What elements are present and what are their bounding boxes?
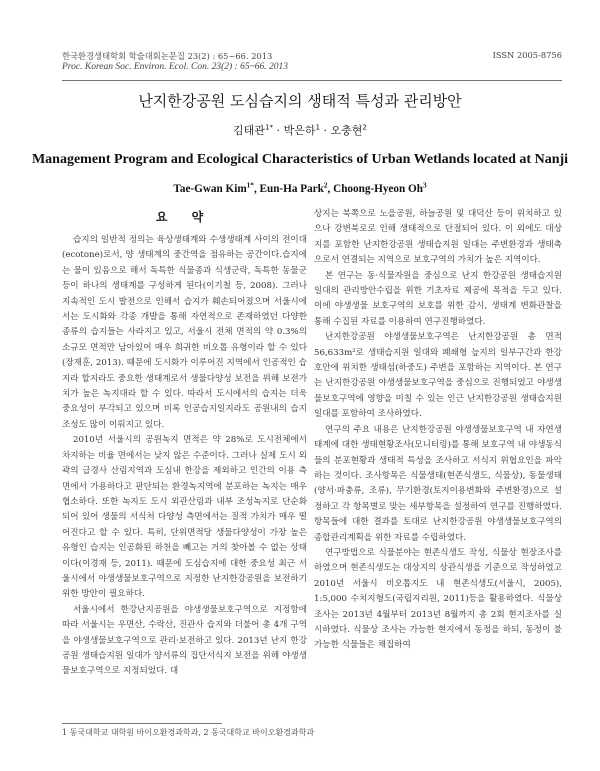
body-paragraph: 연구방법으로 식물분야는 현존식생도 작성, 식물상 현장조사를 하였으며 현존식생도는 대상지의 상관식생을 기준으로 작성하였고 2010년 서울시 비오톱지도 내 현존식생도(서울시, 2005), 1:5,000 수치지형도(국립지리원, 2011)등을 활용하였다. 식물상 조사는 2013년 4월부터 2013년 8월까지 총 2회 현지조사를 실시하였다. 식물상 조사는 가능한 현지에서 동정을 하되, 동정이 불가능한 식물들은 채집하여	[314, 547, 562, 651]
author-name: 오충현	[330, 124, 363, 137]
authors-korean: 김태관$^{1*}$ · 박은하$^1$ · 오충현$^2$	[233, 122, 367, 137]
right-column	[314, 207, 562, 654]
author-affiliation-mark: 1	[315, 122, 320, 132]
affiliation-footnote: 1 동국대학교 대학원 바이오환경과학과, 2 동국대학교 바이오환경과학과	[62, 728, 315, 737]
author-affiliation-mark: 1*	[264, 122, 274, 132]
author-affiliation-mark: 1*	[246, 181, 254, 190]
footnote-rule	[62, 723, 222, 724]
body-paragraph: 연구의 주요 내용은 난지한강공원 야생생물보호구역 내 자연생태계에 대한 생태현황조사(모니터링)를 통해 보호구역 내 야생동식물의 분포현황과 생태적 특성을 조사하고 서식지 위협요인을 파악하는 것이다. 조사항목은 식물생태(현존식생도, 식물상), 동물생태(양서·파충류, 조류), 무기환경(토지이용변화와 주변환경)으로 설정하고 각 항목별로 맞는 세부항목을 설정하여 연구를 진행하였다. 항목들에 대한 결과를 토대로 난지한강공원 야생생물보호구역의 종합관리계획을 위한 자료를 수립하였다.	[314, 424, 562, 543]
author-affiliation-mark: 2	[362, 122, 367, 132]
abstract-heading: 요 약	[155, 210, 214, 224]
left-column	[62, 233, 307, 680]
author-name: Tae-Gwan Kim	[173, 183, 247, 195]
author-name: Choong-Hyeon Oh	[333, 183, 423, 195]
journal-header-english: Proc. Korean Soc. Environ. Ecol. Con. 23(2) : 65~66. 2013	[62, 62, 288, 72]
title-korean: 난지한강공원 도심습지의 생태적 특성과 관리방안	[138, 92, 462, 110]
author-affiliation-mark: 3	[422, 181, 427, 190]
header-rule	[62, 80, 562, 81]
body-paragraph: 난지한강공원 야생생물보호구역은 난지한강공원 총 면적 56,633m²로 생태습지원 일대와 폐쇄형 늪지의 일부구간과 한강 호안에 위치한 생태섬(하중도) 주변을 포함하는 지역이다. 본 연구는 난지한강공원 야생생물보호구역을 중심으로 진행되었고 야생생물보호구역에 영향을 미칠 수 있는 인근 난지한강공원 생태습지원 일대를 포함하여 조사하였다.	[314, 332, 562, 420]
issn: ISSN 2005-8756	[492, 50, 562, 60]
body-paragraph: 서울시에서 한강난지공원을 야생생물보호구역으로 지정함에 따라 서울시는 우면산, 수락산, 진관사 습지와 더불어 총 4개 구역을 야생생물보호구역으로 관리·보전하고 있다. 2013년 난지 한강공원 생태습지원 일대가 양서류의 집단서식지 보전을 위해 야생생물보호구역으로 지정되었다. 대	[62, 604, 307, 677]
author-affiliation-mark: 2	[323, 181, 328, 190]
body-paragraph: 습지의 일반적 정의는 육상생태계와 수생생태계 사이의 전이대(ecotone)로서, 양 생태계의 중간역을 점유하는 공간이다.습지에는 물이 있음으로 해서 독특한 식물종과 식생군락, 독특한 동물군 등이 하나의 생태계를 구성하게 된다(이기철 등, 2008). 그러나 지속적인 도시 발전으로 인해서 습지가 훼손되어졌으며 서울시에서는 도시화와 각종 개발을 통해 자연적으로 존재하였던 다양한 종류의 습지들는 사라지고 있고, 서울시 전체 면적의 약 0.3%의 소규모 면적만 남아있어 매우 희귀한 비오톱 유형이라 할 수 있다(장재훈, 2013). 때문에 도시화가 이루어진 지역에서 인공적인 습지라 할지라도 중요한 생태계로서 생물다양성 보전을 위해 보전가치가 높은 녹지대라 할 수 있다. 따라서 도시에서의 습지는 더욱 중요성이 부각되고 있으며 비록 인공습지일지라도 공원내의 습지조성도 많이 이뤄지고 있다.	[62, 235, 307, 430]
body-paragraph: 상지는 북쪽으로 노을공원, 하늘공원 및 대덕산 등이 위치하고 있으나 강변북로로 인해 생태적으로 단절되어 있다. 이 외에도 대상지를 포함한 난지한강공원 생태습지원 일대는 주변환경과 생태축으로서 연결되는 지역으로 보호구역의 가치가 높은 지역이다.	[314, 209, 562, 266]
title-english: Management Program and Ecological Characteristics of Urban Wetlands located at Nanji	[31, 152, 569, 167]
journal-header-korean	[62, 50, 562, 62]
authors-english: Tae-Gwan Kim$^{1*}$, Eun-Ha Park$^2$, Choong-Hyeon Oh$^3$	[173, 181, 427, 195]
body-paragraph: 2010년 서울시의 공원녹지 면적은 약 28%로 도시전체에서 차지하는 비율 면에서는 낮지 않은 수준이다. 그러나 실제 도시 외곽의 급경사 산림지역과 도심내 한강을 제외하고 인간의 이용 측면에서 가용하다고 판단되는 환경녹지역에 분포하는 녹지는 매우 협소하다. 또한 녹지도 도시 외관산림과 내부 조성녹지로 단순화되어 있어 생물의 서식처 다양성 측면에서는 질적 가치가 매우 떨어진다고 할 수 있다. 특히, 단위면적당 생물다양성이 가장 높은 유형인 습지는 인공화된 하천을 빼고는 거의 찾아볼 수 없는 상태이다(이경재 등, 2011). 때문에 도심습지에 대한 중요성 최근 서울시에서 야생생물보호구역으로 지정한 난지한강공원을 보전하기 위한 방안이 필요하다.	[62, 435, 307, 600]
author-name: 박은하	[283, 124, 316, 137]
author-name: 김태관	[233, 124, 265, 137]
author-name: Eun-Ha Park	[259, 183, 324, 195]
body-paragraph: 본 연구는 동·식물자원을 중심으로 난지 한강공원 생태습지원 일대의 관리방안수립을 위한 기초자료 제공에 목적을 두고 있다. 이에 야생생물 보호구역의 보호를 위한 감시, 생태계 변화관찰을 통해 수집된 자료를 이용하여 연구진행하였다.	[314, 270, 562, 327]
journal-citation-korean: 한국환경생태학회 학술대회논문집 23(2) : 65~66. 2013	[62, 51, 273, 61]
